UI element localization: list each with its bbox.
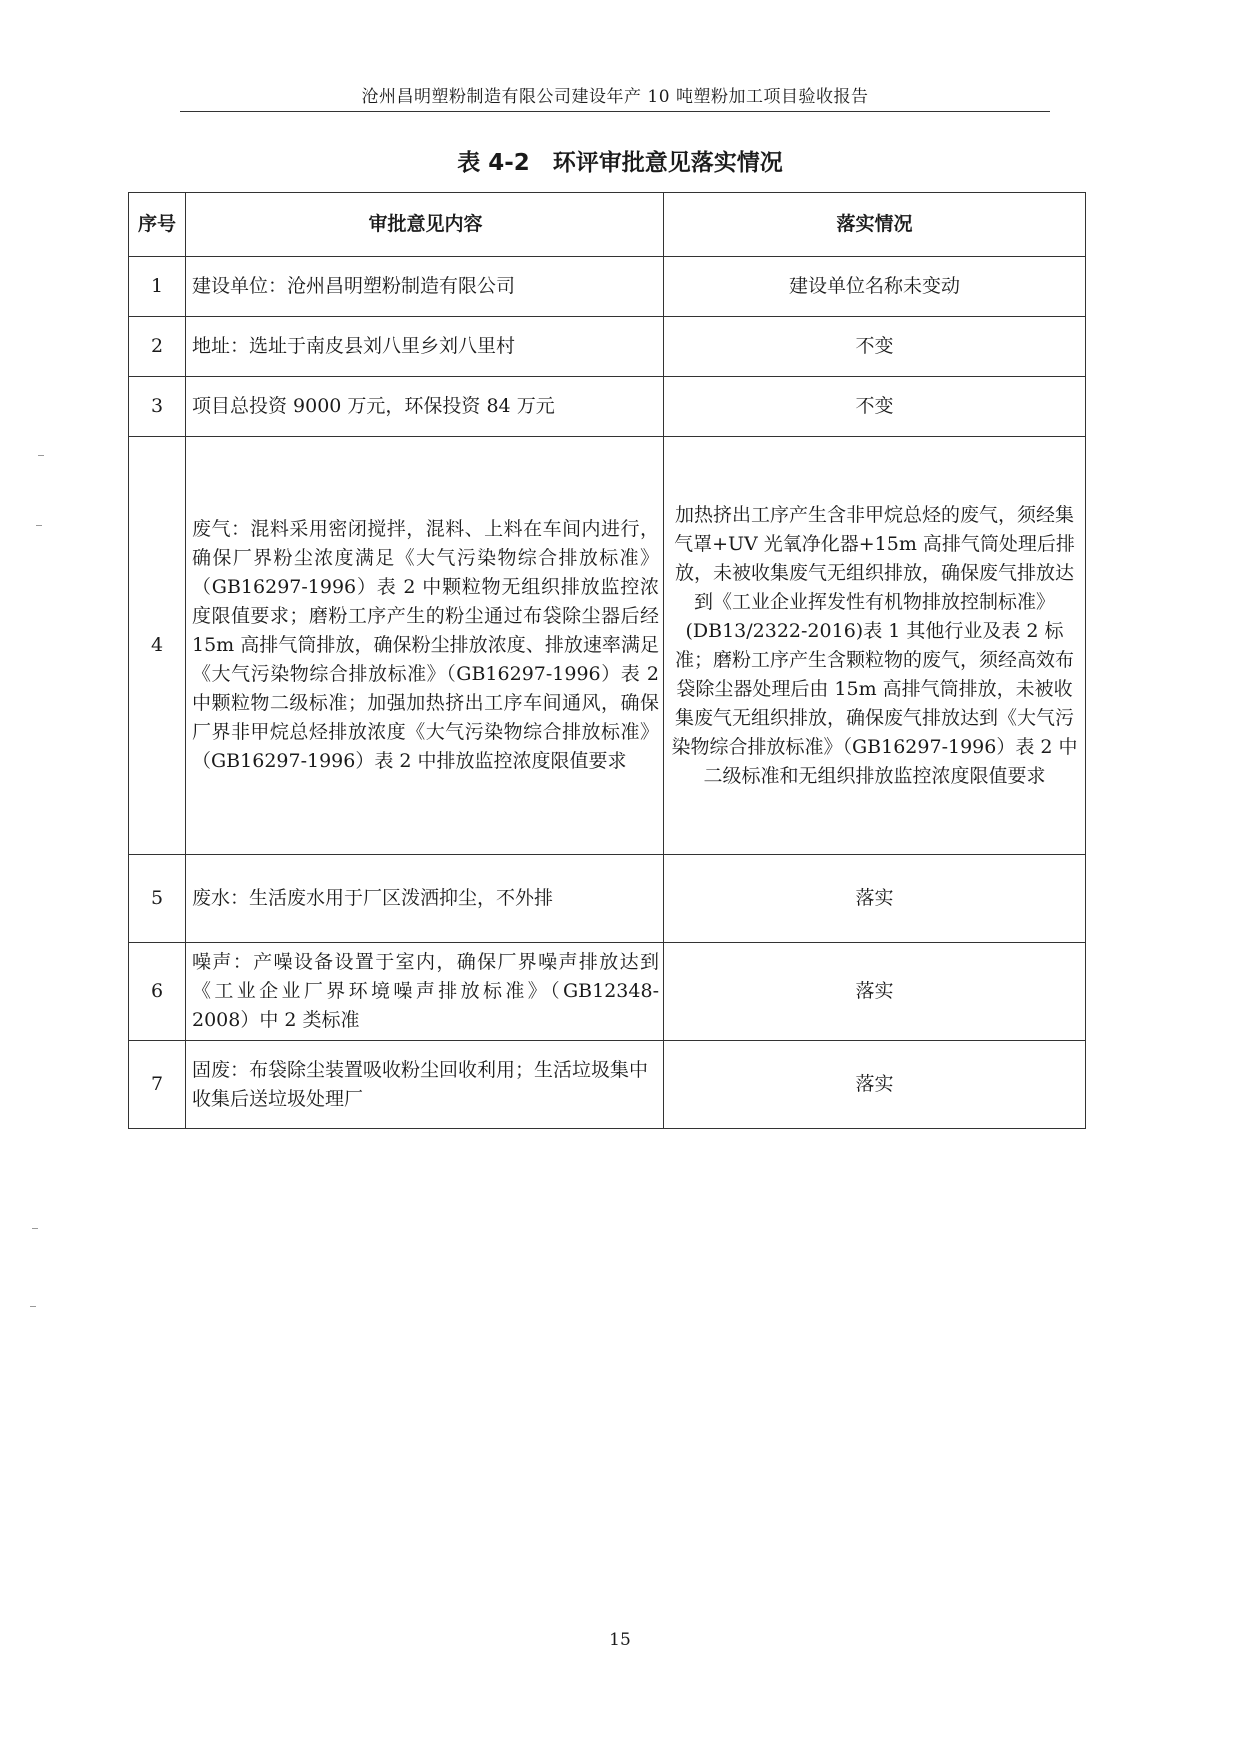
scan-speck [30,1306,36,1307]
table-row [129,437,1086,855]
column-header-no: 序号 [129,193,186,257]
row-content: 建设单位：沧州昌明塑粉制造有限公司 [186,257,664,317]
row-content: 噪声：产噪设备设置于室内，确保厂界噪声排放达到《工业企业厂界环境噪声排放标准》（GB12348-2008）中 2 类标准 [186,943,664,1041]
row-content: 地址：选址于南皮县刘八里乡刘八里村 [186,317,664,377]
row-number: 7 [129,1041,186,1129]
table-row [129,943,1086,1041]
table-row [129,377,1086,437]
row-status: 落实 [664,943,1086,1041]
table-header-row [129,193,1086,257]
row-number: 5 [129,855,186,943]
approval-table [128,192,1086,1129]
row-status: 落实 [664,855,1086,943]
row-number: 6 [129,943,186,1041]
row-number: 4 [129,437,186,855]
page-number: 15 [609,1630,631,1650]
row-status: 加热挤出工序产生含非甲烷总烃的废气，须经集气罩+UV 光氧净化器+15m 高排气筒处理后排放，未被收集废气无组织排放，确保废气排放达到《工业企业挥发性有机物排放控制标准》(DB13/2322-2016)表 1 其他行业及表 2 标准；磨粉工序产生含颗粒物的废气，须经高效布袋除尘器处理后由 15m 高排气筒排放，未被收集废气无组织排放，确保废气排放达到《大气污染物综合排放标准》（GB16297-1996）表 2 中二级标准和无组织排放监控浓度限值要求 [664,437,1086,855]
row-status: 不变 [664,377,1086,437]
table-row [129,855,1086,943]
table-caption: 表 4-2 环评审批意见落实情况 [457,150,783,176]
row-status: 不变 [664,317,1086,377]
column-header-content: 审批意见内容 [186,193,664,257]
scan-speck [36,525,42,526]
row-content: 固废：布袋除尘装置吸收粉尘回收利用；生活垃圾集中收集后送垃圾处理厂 [186,1041,664,1129]
row-status: 建设单位名称未变动 [664,257,1086,317]
table-row [129,317,1086,377]
row-status: 落实 [664,1041,1086,1129]
row-content: 项目总投资 9000 万元，环保投资 84 万元 [186,377,664,437]
column-header-status: 落实情况 [664,193,1086,257]
row-number: 2 [129,317,186,377]
row-number: 1 [129,257,186,317]
page-header: 沧州昌明塑粉制造有限公司建设年产 10 吨塑粉加工项目验收报告 [180,82,1050,112]
scan-speck [32,1228,38,1229]
scan-speck [38,455,44,456]
row-content: 废气：混料采用密闭搅拌，混料、上料在车间内进行，确保厂界粉尘浓度满足《大气污染物综合排放标准》（GB16297-1996）表 2 中颗粒物无组织排放监控浓度限值要求；磨粉工序产生的粉尘通过布袋除尘器后经 15m 高排气筒排放，确保粉尘排放浓度、排放速率满足《大气污染物综合排放标准》（GB16297-1996）表 2 中颗粒物二级标准；加强加热挤出工序车间通风，确保厂界非甲烷总烃排放浓度《大气污染物综合排放标准》（GB16297-1996）表 2 中排放监控浓度限值要求 [186,437,664,855]
row-number: 3 [129,377,186,437]
table-row [129,257,1086,317]
row-content: 废水：生活废水用于厂区泼洒抑尘，不外排 [186,855,664,943]
table-row [129,1041,1086,1129]
